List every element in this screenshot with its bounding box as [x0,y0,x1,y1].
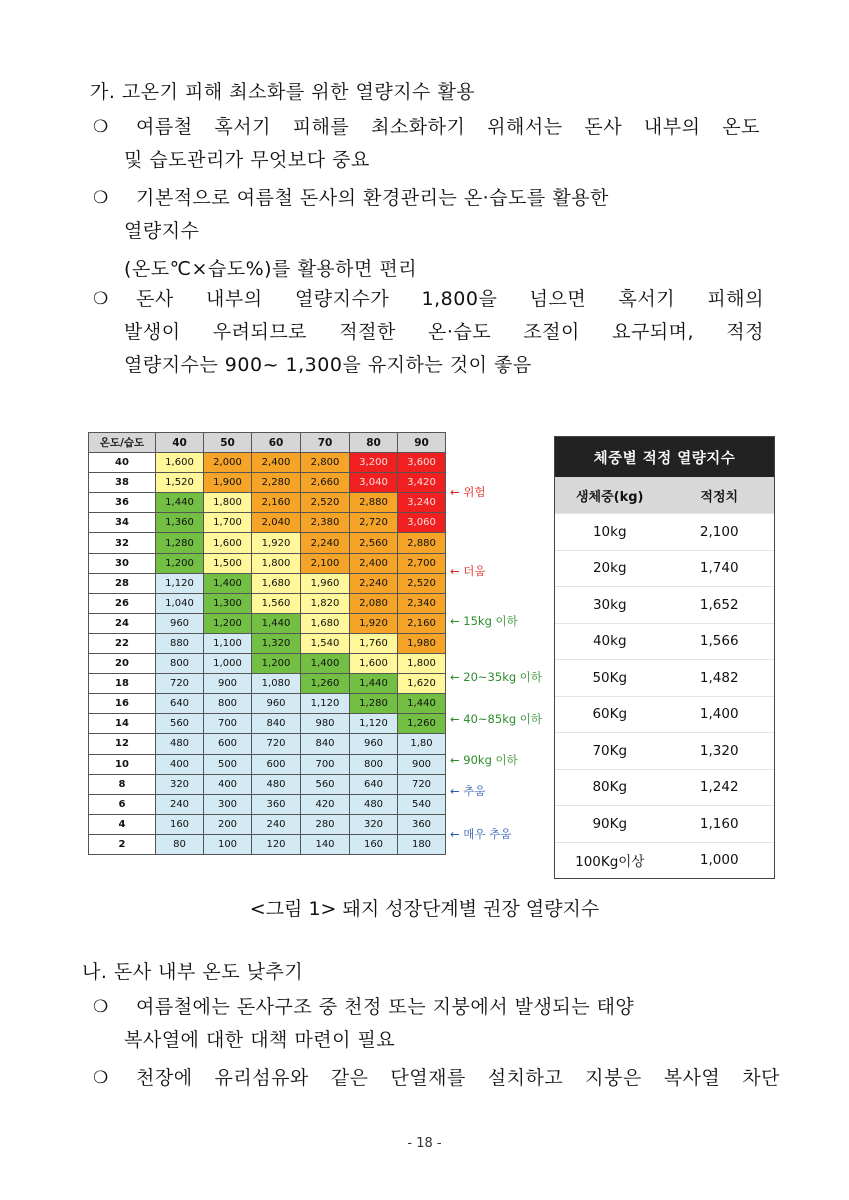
heat-index-cell: 1,200 [156,553,204,573]
heat-table-row [89,734,446,754]
heat-index-cell: 180 [398,834,446,854]
heat-index-cell: 2,000 [204,453,252,473]
section-b-item-1-line-1: 여름철에는 돈사구조 중 천정 또는 지붕에서 발생되는 태양 [136,996,635,1018]
heat-table-row [89,493,446,513]
heat-index-cell: 960 [156,613,204,633]
heat-index-cell: 1,440 [156,493,204,513]
heat-index-cell: 1,920 [350,613,398,633]
temperature-cell: 32 [89,533,156,553]
optimal-value-cell: 1,000 [699,852,739,869]
optimal-value-cell: 1,320 [699,742,739,759]
weight-table-body [555,513,774,878]
heat-index-cell: 2,240 [350,573,398,593]
heat-index-cell: 1,200 [204,613,252,633]
heat-index-cell: 1,400 [204,573,252,593]
heat-index-cell: 1,900 [204,473,252,493]
heat-table-row [89,553,446,573]
weight-cell: 20kg [592,560,627,577]
temperature-cell: 6 [89,794,156,814]
temperature-cell: 12 [89,734,156,754]
heat-index-cell: 2,340 [398,593,446,613]
temperature-cell: 2 [89,834,156,854]
heat-index-cell: 840 [301,734,350,754]
heat-index-cell: 280 [301,814,350,834]
weight-table-row [555,805,774,842]
heat-index-cell: 840 [252,714,301,734]
temperature-cell: 16 [89,694,156,714]
heat-index-cell: 700 [204,714,252,734]
temperature-cell: 22 [89,633,156,653]
optimal-value-cell: 1,242 [699,779,739,796]
heat-table-row [89,774,446,794]
temperature-cell: 28 [89,573,156,593]
heat-index-cell: 900 [398,754,446,774]
heat-index-cell: 2,100 [301,553,350,573]
heat-index-cell: 1,800 [398,654,446,674]
heat-index-cell: 2,280 [252,473,301,493]
heat-index-cell: 900 [204,674,252,694]
heat-index-cell: 2,880 [350,493,398,513]
heat-table-row [89,513,446,533]
figure-caption: <그림 1> 돼지 성장단계별 권장 열량지수 [249,898,600,920]
heat-index-cell: 960 [252,694,301,714]
heat-index-cell: 3,040 [350,473,398,493]
heat-index-cell: 800 [204,694,252,714]
annotation-20-35kg: ← 20~35kg 이하 [450,670,543,684]
heat-index-cell: 160 [350,834,398,854]
heat-index-cell: 400 [204,774,252,794]
heat-index-cell: 1,980 [398,633,446,653]
heat-index-cell: 1,360 [156,513,204,533]
heat-index-cell: 2,560 [350,533,398,553]
temperature-cell: 30 [89,553,156,573]
heat-table-row [89,694,446,714]
heat-table-row [89,654,446,674]
heat-index-cell: 1,560 [252,593,301,613]
optimal-value-cell: 1,652 [699,596,739,613]
heat-index-cell: 100 [204,834,252,854]
optimal-value-cell: 1,160 [699,815,739,832]
col-value-header: 적정치 [700,489,739,505]
heat-index-cell: 1,680 [252,573,301,593]
weight-table-row [555,732,774,769]
heat-table-row [89,633,446,653]
temperature-cell: 4 [89,814,156,834]
optimal-value-cell: 1,400 [699,706,739,723]
heat-index-cell: 1,120 [350,714,398,734]
heat-index-cell: 700 [301,754,350,774]
heat-index-cell: 1,80 [398,734,446,754]
heat-index-cell: 2,660 [301,473,350,493]
section-a-item-3-line-1: 돈사 내부의 열량지수가 1,800을 넘으면 혹서기 피해의 [136,288,764,310]
heat-index-cell: 3,060 [398,513,446,533]
annotation-very-cold: ← 매우 추움 [450,827,512,841]
heat-table-row [89,573,446,593]
heat-index-cell: 1,440 [398,694,446,714]
heat-index-cell: 2,160 [398,613,446,633]
weight-cell: 100Kg이상 [575,854,645,871]
heat-index-cell: 480 [252,774,301,794]
heat-index-cell: 1,440 [350,674,398,694]
annotation-15kg: ← 15kg 이하 [450,614,518,628]
weight-cell: 80Kg [592,779,628,796]
heat-index-cell: 320 [156,774,204,794]
heat-index-cell: 960 [350,734,398,754]
temperature-cell: 36 [89,493,156,513]
heat-index-cell: 3,200 [350,453,398,473]
optimal-value-cell: 2,100 [699,523,739,540]
heat-index-cell: 1,080 [252,674,301,694]
heat-index-cell: 1,280 [156,533,204,553]
temperature-cell: 34 [89,513,156,533]
heat-index-cell: 1,680 [301,613,350,633]
heat-table-header-row [89,433,446,453]
heat-index-cell: 1,100 [204,633,252,653]
heat-index-cell: 360 [252,794,301,814]
weight-table-row [555,550,774,587]
bullet-icon: ❍ [93,1068,109,1088]
heat-table-row [89,473,446,493]
humidity-header: 90 [398,433,446,453]
heat-index-cell: 720 [156,674,204,694]
heat-index-cell: 2,080 [350,593,398,613]
bullet-icon: ❍ [93,289,109,309]
weight-table-row [555,513,774,550]
heat-index-cell: 1,620 [398,674,446,694]
section-b-heading: 나. 돈사 내부 온도 낮추기 [82,961,304,983]
heat-index-cell: 1,260 [301,674,350,694]
humidity-header: 40 [156,433,204,453]
heat-index-cell: 1,920 [252,533,301,553]
optimal-value-cell: 1,482 [699,669,739,686]
weight-cell: 50Kg [592,669,628,686]
weight-table-header [555,477,774,513]
heat-index-cell: 2,380 [301,513,350,533]
bullet-icon: ❍ [93,117,109,137]
temperature-cell: 14 [89,714,156,734]
heat-index-cell: 600 [252,754,301,774]
heat-index-cell: 3,600 [398,453,446,473]
col-weight-header: 생체중(kg) [575,489,644,505]
heat-table-row [89,453,446,473]
weight-table-row [555,842,774,879]
heat-index-cell: 1,760 [350,633,398,653]
heat-index-cell: 2,400 [350,553,398,573]
section-a-item-2-line-1: 기본적으로 여름철 돈사의 환경관리는 온·습도를 활용한 [136,187,609,209]
section-a-item-2-line-2: 열량지수 [124,220,200,242]
weight-cell: 40kg [592,633,627,650]
heat-index-cell: 1,960 [301,573,350,593]
heat-index-cell: 400 [156,754,204,774]
weight-table-row [555,769,774,806]
heat-index-cell: 1,300 [204,593,252,613]
heat-index-cell: 2,720 [350,513,398,533]
corner-label: 온도/습도 [89,433,156,453]
heat-index-cell: 1,120 [301,694,350,714]
heat-index-cell: 560 [301,774,350,794]
heat-table-row [89,714,446,734]
heat-index-cell: 640 [156,694,204,714]
heat-index-cell: 560 [156,714,204,734]
heat-index-cell: 240 [252,814,301,834]
annotation-hot: ← 더움 [450,564,486,578]
weight-cell: 60Kg [592,706,628,723]
section-b-item-1-line-2: 복사열에 대한 대책 마련이 필요 [124,1029,396,1051]
heat-index-cell: 2,880 [398,533,446,553]
heat-index-cell: 2,520 [398,573,446,593]
heat-index-cell: 1,320 [252,633,301,653]
optimal-value-cell: 1,740 [699,560,739,577]
temperature-cell: 8 [89,774,156,794]
temperature-cell: 40 [89,453,156,473]
section-a-item-1-line-2: 및 습도관리가 무엇보다 중요 [124,149,370,171]
heat-index-cell: 2,240 [301,533,350,553]
weight-table-row [555,586,774,623]
heat-index-cell: 2,520 [301,493,350,513]
heat-index-cell: 420 [301,794,350,814]
weight-table-row [555,696,774,733]
heat-index-cell: 320 [350,814,398,834]
heat-index-cell: 1,800 [252,553,301,573]
weight-cell: 30kg [592,596,627,613]
heat-index-cell: 200 [204,814,252,834]
heat-index-cell: 1,000 [204,654,252,674]
weight-table-row [555,623,774,660]
weight-cell: 10kg [592,523,627,540]
heat-index-cell: 720 [398,774,446,794]
heat-table-row [89,593,446,613]
heat-table-row [89,754,446,774]
heat-index-cell: 1,260 [398,714,446,734]
heat-index-cell: 1,600 [156,453,204,473]
heat-index-cell: 140 [301,834,350,854]
heat-index-cell: 1,600 [350,654,398,674]
section-a-item-3-line-3: 열량지수는 900~ 1,300을 유지하는 것이 좋음 [124,354,532,376]
heat-index-cell: 300 [204,794,252,814]
weight-index-table [554,436,775,879]
heat-table-row [89,834,446,854]
heat-index-cell: 3,420 [398,473,446,493]
heat-table-row [89,674,446,694]
heat-index-cell: 600 [204,734,252,754]
optimal-value-cell: 1,566 [699,633,739,650]
heat-index-cell: 1,540 [301,633,350,653]
page-number: - 18 - [407,1136,442,1151]
temperature-cell: 24 [89,613,156,633]
section-a-item-3-line-2: 발생이 우려되므로 적절한 온·습도 조절이 요구되며, 적정 [124,321,764,343]
annotation-90kg: ← 90kg 이하 [450,753,518,767]
section-a-heading: 가. 고온기 피해 최소화를 위한 열량지수 활용 [90,81,476,103]
annotation-danger: ← 위험 [450,485,486,499]
section-a-item-2-line-3: (온도℃×습도%)를 활용하면 편리 [124,258,418,280]
heat-index-cell: 1,500 [204,553,252,573]
humidity-header: 80 [350,433,398,453]
heat-index-cell: 120 [252,834,301,854]
temperature-cell: 26 [89,593,156,613]
temperature-cell: 18 [89,674,156,694]
heat-index-cell: 3,240 [398,493,446,513]
heat-index-cell: 360 [398,814,446,834]
heat-table-body [89,453,446,855]
heat-table-row [89,613,446,633]
heat-index-cell: 480 [350,794,398,814]
bullet-icon: ❍ [93,997,109,1017]
annotation-cold: ← 추움 [450,784,486,798]
heat-index-cell: 880 [156,633,204,653]
heat-index-table [88,432,446,855]
heat-index-cell: 1,120 [156,573,204,593]
heat-table-row [89,794,446,814]
section-a-item-1-line-1: 여름철 혹서기 피해를 최소화하기 위해서는 돈사 내부의 온도 [136,116,760,138]
heat-index-cell: 2,040 [252,513,301,533]
heat-index-cell: 480 [156,734,204,754]
weight-cell: 90Kg [592,815,628,832]
heat-index-cell: 80 [156,834,204,854]
temperature-cell: 20 [89,654,156,674]
heat-index-cell: 1,520 [156,473,204,493]
heat-index-cell: 2,400 [252,453,301,473]
heat-index-cell: 1,280 [350,694,398,714]
heat-index-cell: 240 [156,794,204,814]
weight-table-title: 체중별 적정 열량지수 [555,437,774,477]
weight-table-row [555,659,774,696]
humidity-header: 70 [301,433,350,453]
humidity-header: 60 [252,433,301,453]
heat-index-cell: 1,700 [204,513,252,533]
heat-index-cell: 540 [398,794,446,814]
heat-index-cell: 160 [156,814,204,834]
temperature-cell: 10 [89,754,156,774]
heat-index-cell: 1,800 [204,493,252,513]
heat-index-cell: 1,440 [252,613,301,633]
heat-index-cell: 2,160 [252,493,301,513]
section-b-item-2-line-1: 천장에 유리섬유와 같은 단열재를 설치하고 지붕은 복사열 차단 [136,1067,780,1089]
heat-index-cell: 800 [350,754,398,774]
heat-index-cell: 1,600 [204,533,252,553]
heat-index-cell: 2,700 [398,553,446,573]
heat-index-cell: 2,800 [301,453,350,473]
heat-index-cell: 500 [204,754,252,774]
heat-table-row [89,814,446,834]
heat-index-cell: 720 [252,734,301,754]
weight-cell: 70Kg [592,742,628,759]
heat-index-cell: 980 [301,714,350,734]
heat-index-cell: 1,400 [301,654,350,674]
heat-index-cell: 1,200 [252,654,301,674]
heat-index-cell: 1,820 [301,593,350,613]
heat-index-cell: 1,040 [156,593,204,613]
heat-index-cell: 640 [350,774,398,794]
heat-table-row [89,533,446,553]
annotation-40-85kg: ← 40~85kg 이하 [450,712,543,726]
temperature-cell: 38 [89,473,156,493]
bullet-icon: ❍ [93,188,109,208]
heat-index-cell: 800 [156,654,204,674]
humidity-header: 50 [204,433,252,453]
